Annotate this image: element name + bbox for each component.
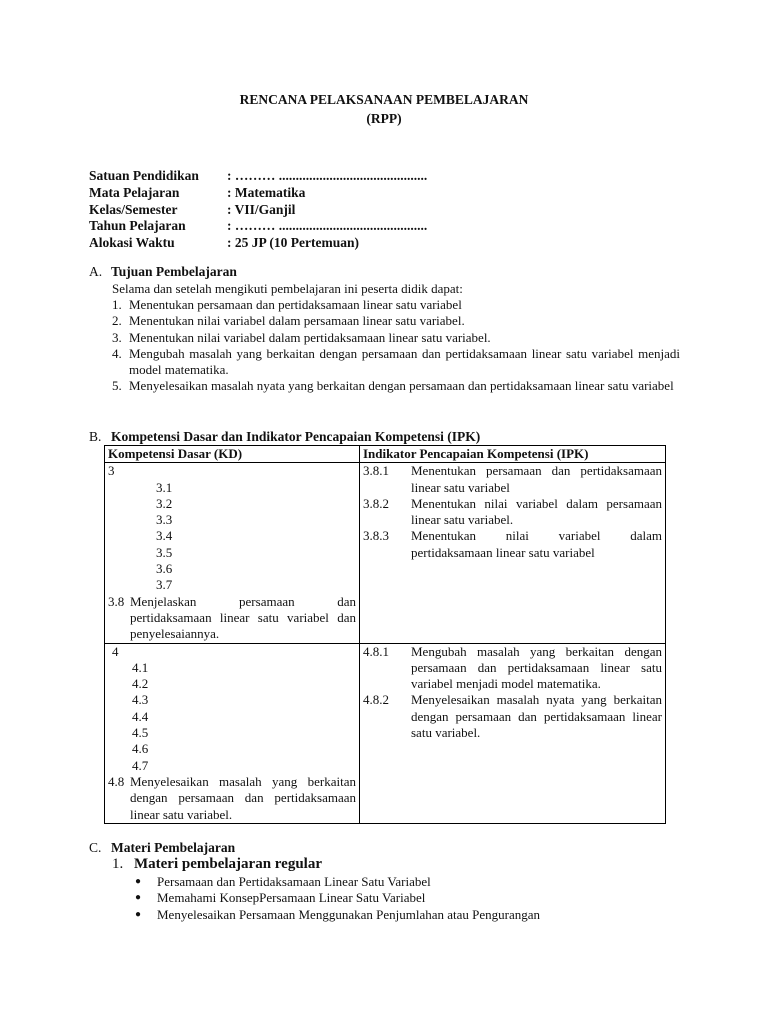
list-text: Menentukan nilai variabel dalam pertidaksamaan linear satu variabel.	[129, 329, 491, 345]
list-number: 2.	[112, 313, 122, 329]
kd-group-number: 4	[112, 643, 119, 659]
list-item	[112, 378, 680, 394]
kd-sub-item: 4.5	[132, 725, 149, 741]
kd-item	[108, 594, 356, 643]
ipk-number: 4.8.1	[363, 643, 389, 659]
list-number: 1.	[112, 297, 122, 312]
table-header-kd: Kompetensi Dasar (KD)	[105, 446, 360, 463]
kd-sub-item: 4.7	[132, 757, 149, 773]
info-row	[89, 185, 427, 202]
kd-sub-item: 4.4	[132, 708, 149, 724]
ipk-item	[363, 463, 662, 496]
info-row	[89, 235, 427, 252]
list-item	[112, 313, 680, 329]
kd-sub-item: 4.2	[132, 676, 149, 692]
kd-sub-item: 3.2	[156, 495, 173, 511]
section-letter: A.	[89, 264, 103, 279]
table-header-ipk: Indikator Pencapaian Kompetensi (IPK)	[360, 446, 666, 463]
kd-cell	[105, 463, 360, 643]
ipk-text: Menentukan nilai variabel dalam pertidaksamaan linear satu variabel	[411, 528, 662, 560]
ipk-item	[363, 644, 662, 693]
table-header-row	[105, 446, 666, 463]
ipk-item	[363, 496, 662, 529]
ipk-number: 3.8.3	[363, 528, 389, 544]
info-row	[89, 202, 427, 219]
info-value: : ……… ............................................	[227, 218, 428, 234]
ipk-text: Menyelesaikan masalah nyata yang berkaitan dengan persamaan dan pertidaksamaan linear satu variabel.	[411, 692, 662, 741]
ipk-number: 3.8.2	[363, 495, 389, 511]
ipk-text: Menentukan nilai variabel dalam persamaan linear satu variabel.	[411, 495, 662, 528]
objectives-list	[112, 297, 680, 395]
bullet-icon: ●	[135, 908, 142, 920]
bullet-icon: ●	[135, 876, 142, 887]
kd-text: Menjelaskan persamaan dan pertidaksamaan linear satu variabel dan penyelesaiannya.	[130, 593, 356, 642]
info-row	[89, 218, 427, 235]
list-number: 3.	[112, 329, 122, 345]
list-item	[135, 890, 540, 906]
section-letter: C.	[89, 840, 102, 855]
kd-sub-item: 3.1	[156, 479, 173, 495]
info-label: Satuan Pendidikan	[89, 168, 199, 183]
subsection-number: 1.	[112, 856, 124, 872]
table-row	[105, 463, 666, 643]
kd-sub-item: 3.7	[156, 577, 173, 593]
list-item	[112, 330, 680, 346]
kd-cell	[105, 643, 360, 823]
kd-sub-item: 4.1	[132, 659, 149, 675]
list-item	[112, 346, 680, 379]
list-item	[135, 907, 540, 923]
info-label: Alokasi Waktu	[89, 235, 175, 251]
list-text: Menentukan persamaan dan pertidaksamaan linear satu variabel	[129, 297, 462, 312]
section-a-intro: Selama dan setelah mengikuti pembelajaran ini peserta didik dapat:	[112, 281, 463, 296]
material-list	[135, 874, 540, 923]
list-text: Menyelesaikan Persamaan Menggunakan Penjumlahan atau Pengurangan	[157, 906, 541, 922]
list-number: 5.	[112, 378, 122, 394]
kd-item	[108, 774, 356, 823]
info-value: : ……… ............................................	[227, 168, 428, 183]
ipk-item	[363, 528, 662, 561]
document-title: RENCANA PELAKSANAAN PEMBELAJARAN	[239, 92, 529, 107]
ipk-text: Menentukan persamaan dan pertidaksamaan linear satu variabel	[411, 463, 662, 495]
kd-sub-item: 3.6	[156, 561, 173, 577]
info-value: : VII/Ganjil	[227, 201, 296, 217]
section-title: Kompetensi Dasar dan Indikator Pencapaian Kompetensi (IPK)	[111, 429, 481, 444]
list-item	[135, 874, 540, 890]
kd-sub-item: 3.4	[156, 528, 173, 544]
kd-number: 3.8	[108, 593, 125, 609]
kd-text: Menyelesaikan masalah yang berkaitan dengan persamaan dan pertidaksamaan linear satu variabel.	[130, 773, 356, 822]
document-subtitle: (RPP)	[366, 111, 402, 126]
list-text: Persamaan dan Pertidaksamaan Linear Satu Variabel	[157, 874, 431, 889]
identity-block	[89, 168, 427, 252]
list-item	[112, 297, 680, 313]
table-row	[105, 643, 666, 823]
kd-sub-item: 3.3	[156, 512, 173, 528]
kd-group-number: 3	[108, 463, 115, 479]
list-text: Mengubah masalah yang berkaitan dengan persamaan dan pertidaksamaan linear satu variabel menjadi model matematika.	[129, 345, 680, 378]
ipk-number: 4.8.2	[363, 692, 389, 708]
list-text: Menyelesaikan masalah nyata yang berkaitan dengan persamaan dan pertidaksamaan linear satu variabel	[129, 378, 674, 394]
subsection-heading	[112, 856, 323, 873]
section-title: Materi Pembelajaran	[111, 840, 236, 855]
ipk-text: Mengubah masalah yang berkaitan dengan persamaan dan pertidaksamaan linear satu variabel menjadi model matematika.	[411, 643, 662, 692]
ipk-cell	[360, 643, 666, 823]
bullet-icon: ●	[135, 892, 142, 904]
list-number: 4.	[112, 345, 122, 361]
info-label: Mata Pelajaran	[89, 184, 180, 200]
kd-sub-item: 3.5	[156, 544, 173, 560]
section-letter: B.	[89, 429, 102, 444]
kd-sub-item: 4.6	[132, 741, 149, 757]
info-label: Kelas/Semester	[89, 201, 178, 217]
section-title: Tujuan Pembelajaran	[111, 264, 237, 279]
info-label: Tahun Pelajaran	[89, 218, 186, 234]
subsection-title: Materi pembelajaran regular	[134, 856, 323, 872]
info-row	[89, 168, 427, 185]
ipk-item	[363, 692, 662, 741]
info-value: : Matematika	[227, 184, 306, 200]
info-value: : 25 JP (10 Pertemuan)	[227, 235, 359, 251]
competency-table	[104, 445, 666, 824]
ipk-number: 3.8.1	[363, 463, 389, 479]
list-text: Menentukan nilai variabel dalam persamaan linear satu variabel.	[129, 313, 465, 329]
kd-number: 4.8	[108, 773, 125, 789]
list-text: Memahami KonsepPersamaan Linear Satu Variabel	[157, 890, 426, 906]
kd-sub-item: 4.3	[132, 692, 149, 708]
ipk-cell	[360, 463, 666, 643]
